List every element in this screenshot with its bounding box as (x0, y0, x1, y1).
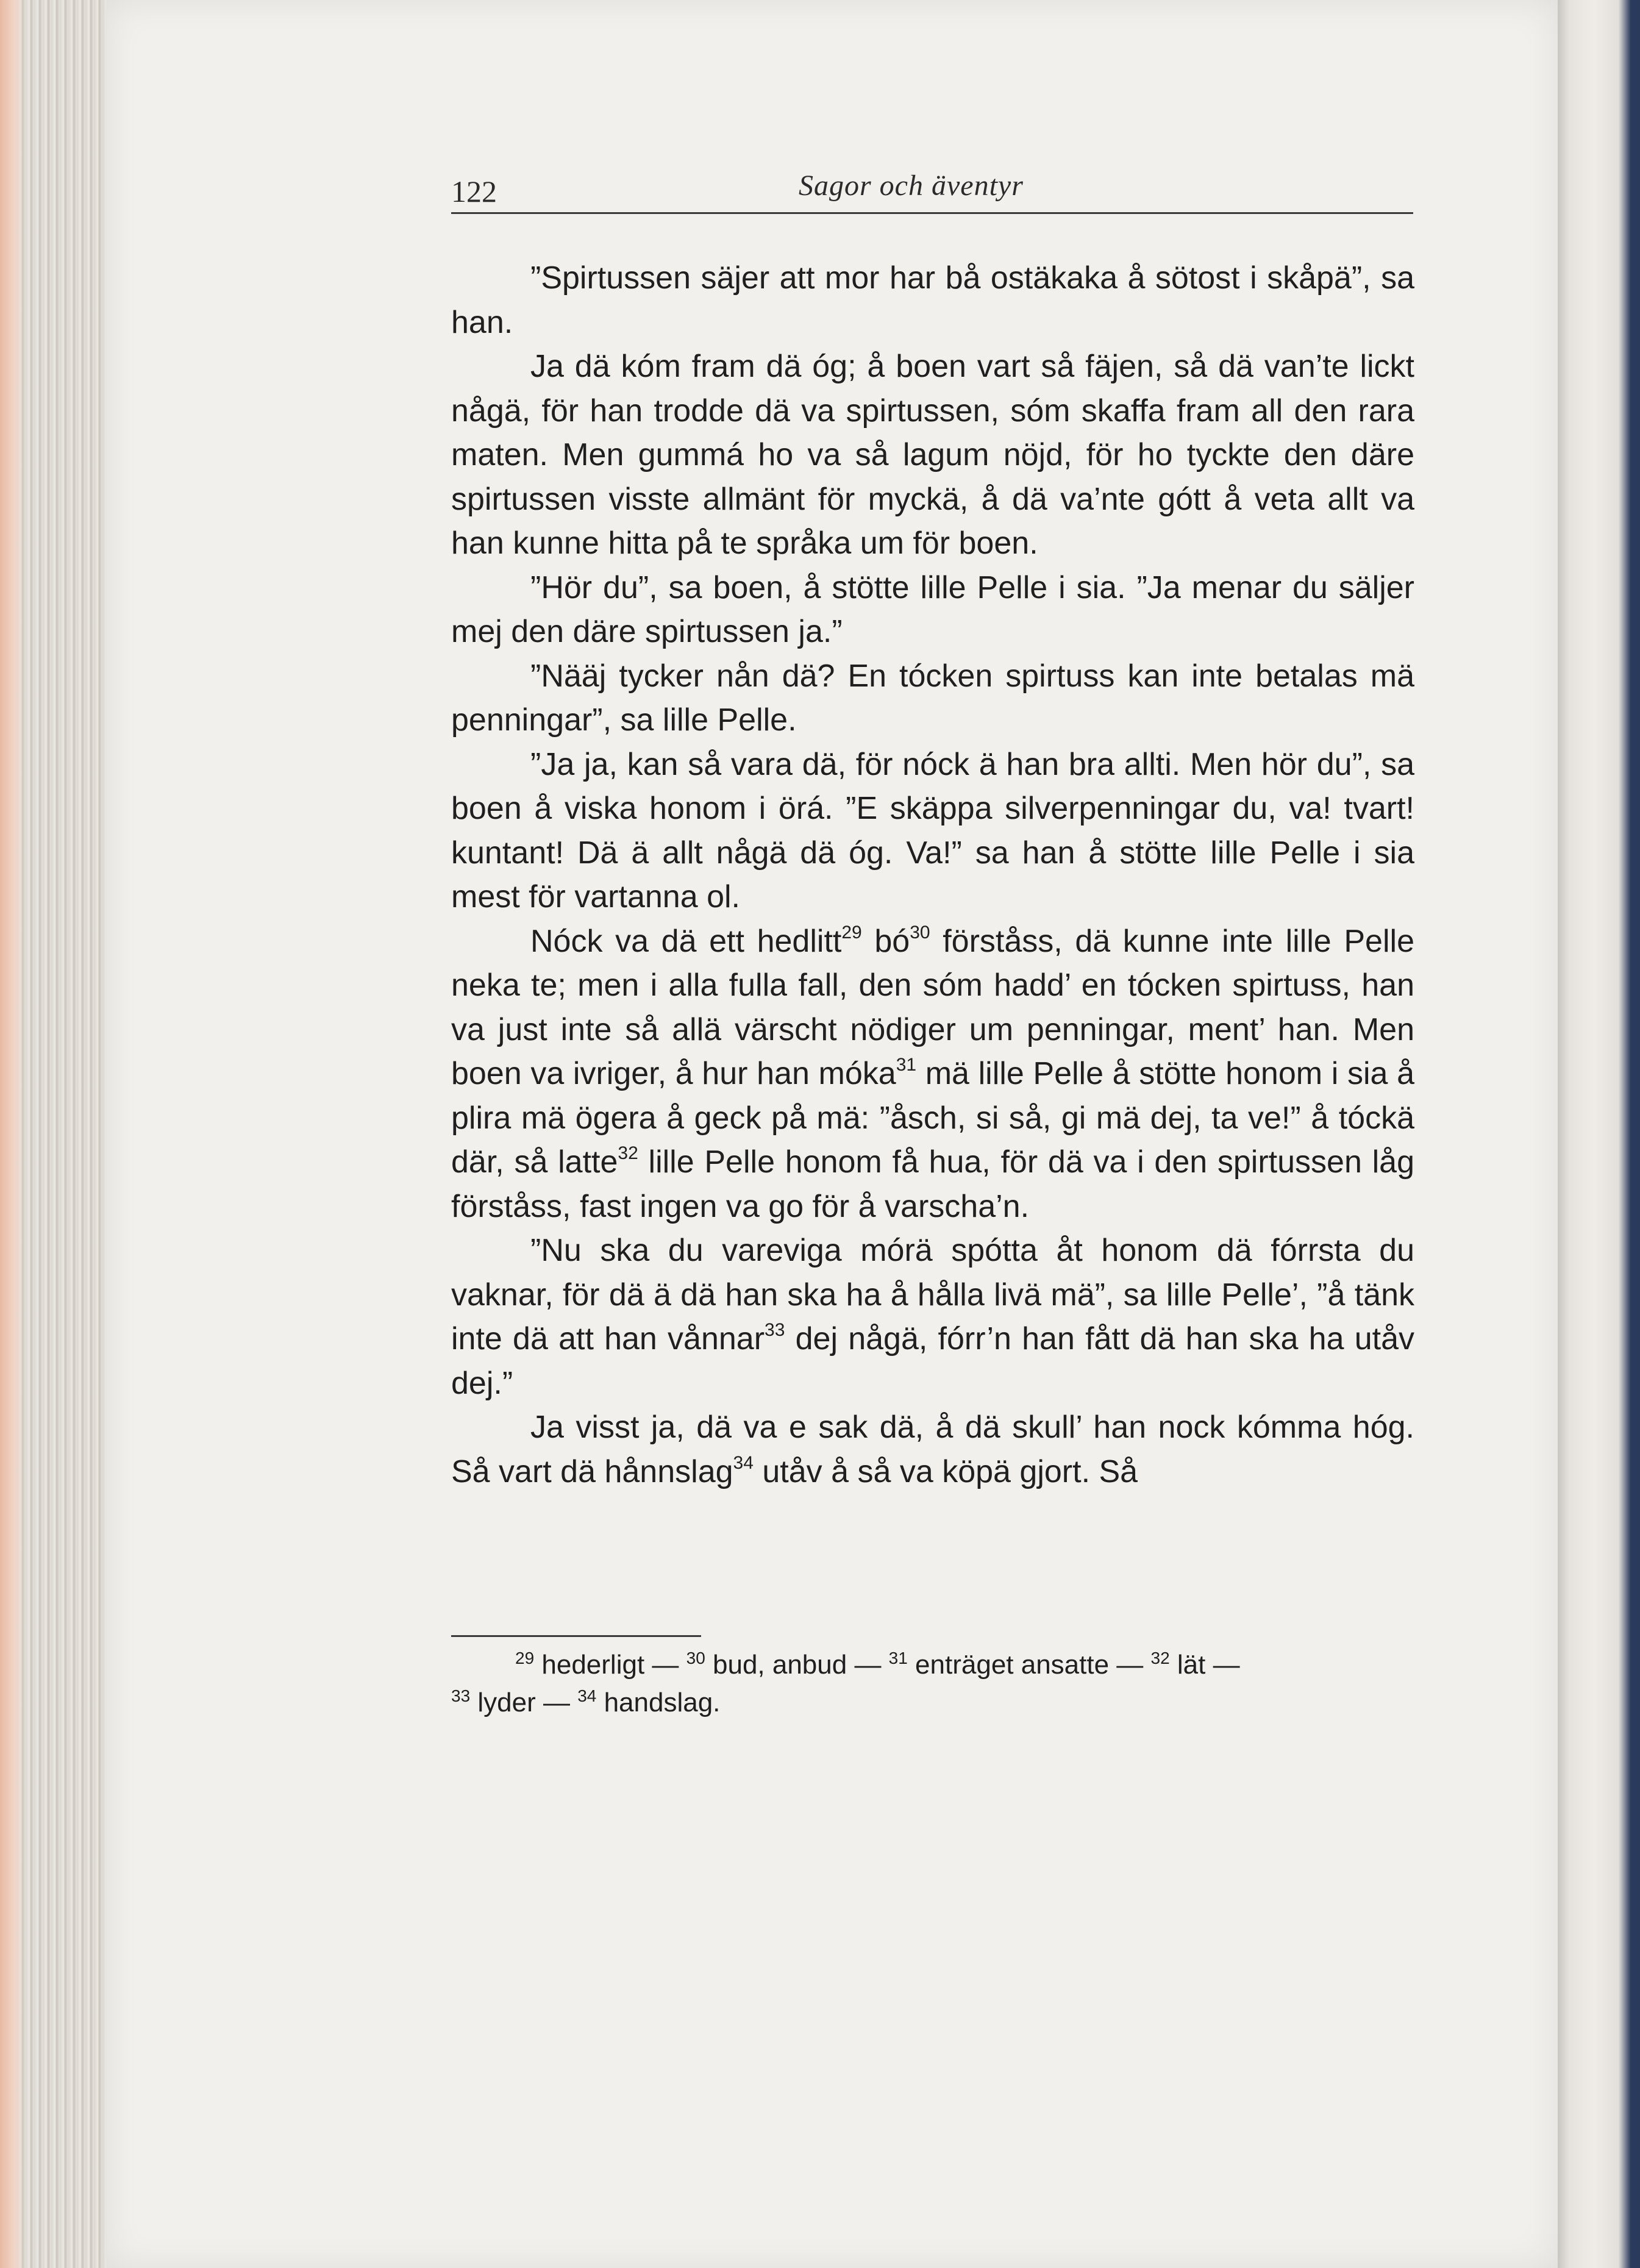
paragraph: ”Nääj tycker nån dä? En tócken spirtuss kan inte betalas mä penningar”, sa lille Pelle. (451, 658, 1414, 738)
footnote-number: 30 (686, 1649, 705, 1667)
text-run: bó (861, 923, 910, 959)
paragraph: ”Spirtussen säjer att mor har bå ostäkaka å sötost i skåpä”, sa han. (451, 260, 1414, 340)
footnote-ref-29: 29 (841, 922, 862, 943)
footnote-line (451, 1646, 1414, 1684)
paragraph (451, 1405, 1414, 1494)
footnote-ref-34: 34 (733, 1452, 754, 1473)
paragraph: Ja dä kóm fram dä óg; å boen vart så fäjen, så dä van’te lickt någä, för han trodde dä va spirtussen, sóm skaffa fram all den rara maten. Men gummá ho va så lagum nöjd, för ho tyckte den däre spirtussen visste allmänt för myckä, å dä va’nte gótt å veta allt va han kunne hitta på te språka um för boen. (451, 349, 1414, 561)
footnote-text: enträget ansatte — (907, 1650, 1151, 1680)
text-run: ”Nu ska du vareviga mórä spótta åt honom dä fórrsta du vaknar, för dä ä dä han ska ha å hålla livä mä”, sa lille Pelle’, ”å tänk inte dä att han vånnar (451, 1233, 1414, 1357)
footnote-ref-33: 33 (765, 1320, 785, 1340)
footnote-line (451, 1684, 1414, 1722)
paragraph: ”Ja ja, kan så vara dä, för nóck ä han bra allti. Men hör du”, sa boen å viska honom i örá. ”E skäppa silverpenningar du, va! tvart! kuntant! Dä ä allt någä dä óg. Va!” sa han å stötte lille Pelle i sia mest för vartanna ol. (451, 746, 1414, 915)
body-text (451, 256, 1414, 1494)
paragraph: ”Hör du”, sa boen, å stötte lille Pelle i sia. ”Ja menar du säljer mej den däre spirtussen ja.” (451, 569, 1414, 649)
footnote-number: 32 (1150, 1649, 1170, 1667)
footnote-number: 29 (515, 1649, 535, 1667)
footnote-ref-32: 32 (618, 1143, 638, 1163)
paragraph (451, 919, 1414, 1229)
footnote-number: 31 (888, 1649, 908, 1667)
footnote-rule (451, 1635, 701, 1637)
running-title: Sagor och äventyr (799, 169, 1024, 202)
book-page-edges (0, 0, 107, 2268)
text-run: förståss, dä kunne inte lille Pelle neka te; men i alla fulla fall, den sóm hadd’ en tócken spirtuss, han va just inte så allä värscht nödiger um penningar, ment’ han. Men boen va ivriger, å hur han móka (451, 923, 1414, 1091)
footnote-number: 34 (577, 1686, 597, 1705)
footnote-ref-30: 30 (910, 922, 930, 943)
page-number: 122 (451, 174, 497, 209)
book-spine (1558, 0, 1640, 2268)
text-run: Nóck va dä ett hedlitt (530, 923, 842, 959)
paragraph (451, 1228, 1414, 1405)
text-run: utåv å så va köpä gjort. Så (753, 1453, 1138, 1489)
footnote-text: hederligt — (534, 1650, 686, 1680)
text-run: mä lille Pelle å stötte honom i sia å plira mä ögera å geck på mä: ”åsch, si så, gi mä dej, ta ve!” å tóckä där, så latte (451, 1056, 1414, 1180)
text-run: lille Pelle honom få hua, för dä va i den spirtussen låg förståss, fast ingen va go för å varscha’n. (451, 1144, 1414, 1224)
footnote-ref-31: 31 (896, 1055, 917, 1075)
footnote-text: lät — (1169, 1650, 1240, 1680)
footnote-text: bud, anbud — (705, 1650, 889, 1680)
header-rule (451, 212, 1413, 214)
footnote-text: handslag. (596, 1688, 721, 1717)
footnote-text: lyder — (470, 1688, 578, 1717)
text-run: Ja visst ja, dä va e sak dä, å dä skull’ han nock kómma hóg. Så vart dä hånnslag (451, 1410, 1414, 1489)
footnotes (451, 1646, 1414, 1722)
text-run: dej någä, fórr’n han fått dä han ska ha utåv dej.” (451, 1321, 1414, 1401)
page-header (451, 169, 1414, 223)
footnote-number: 33 (451, 1686, 471, 1705)
